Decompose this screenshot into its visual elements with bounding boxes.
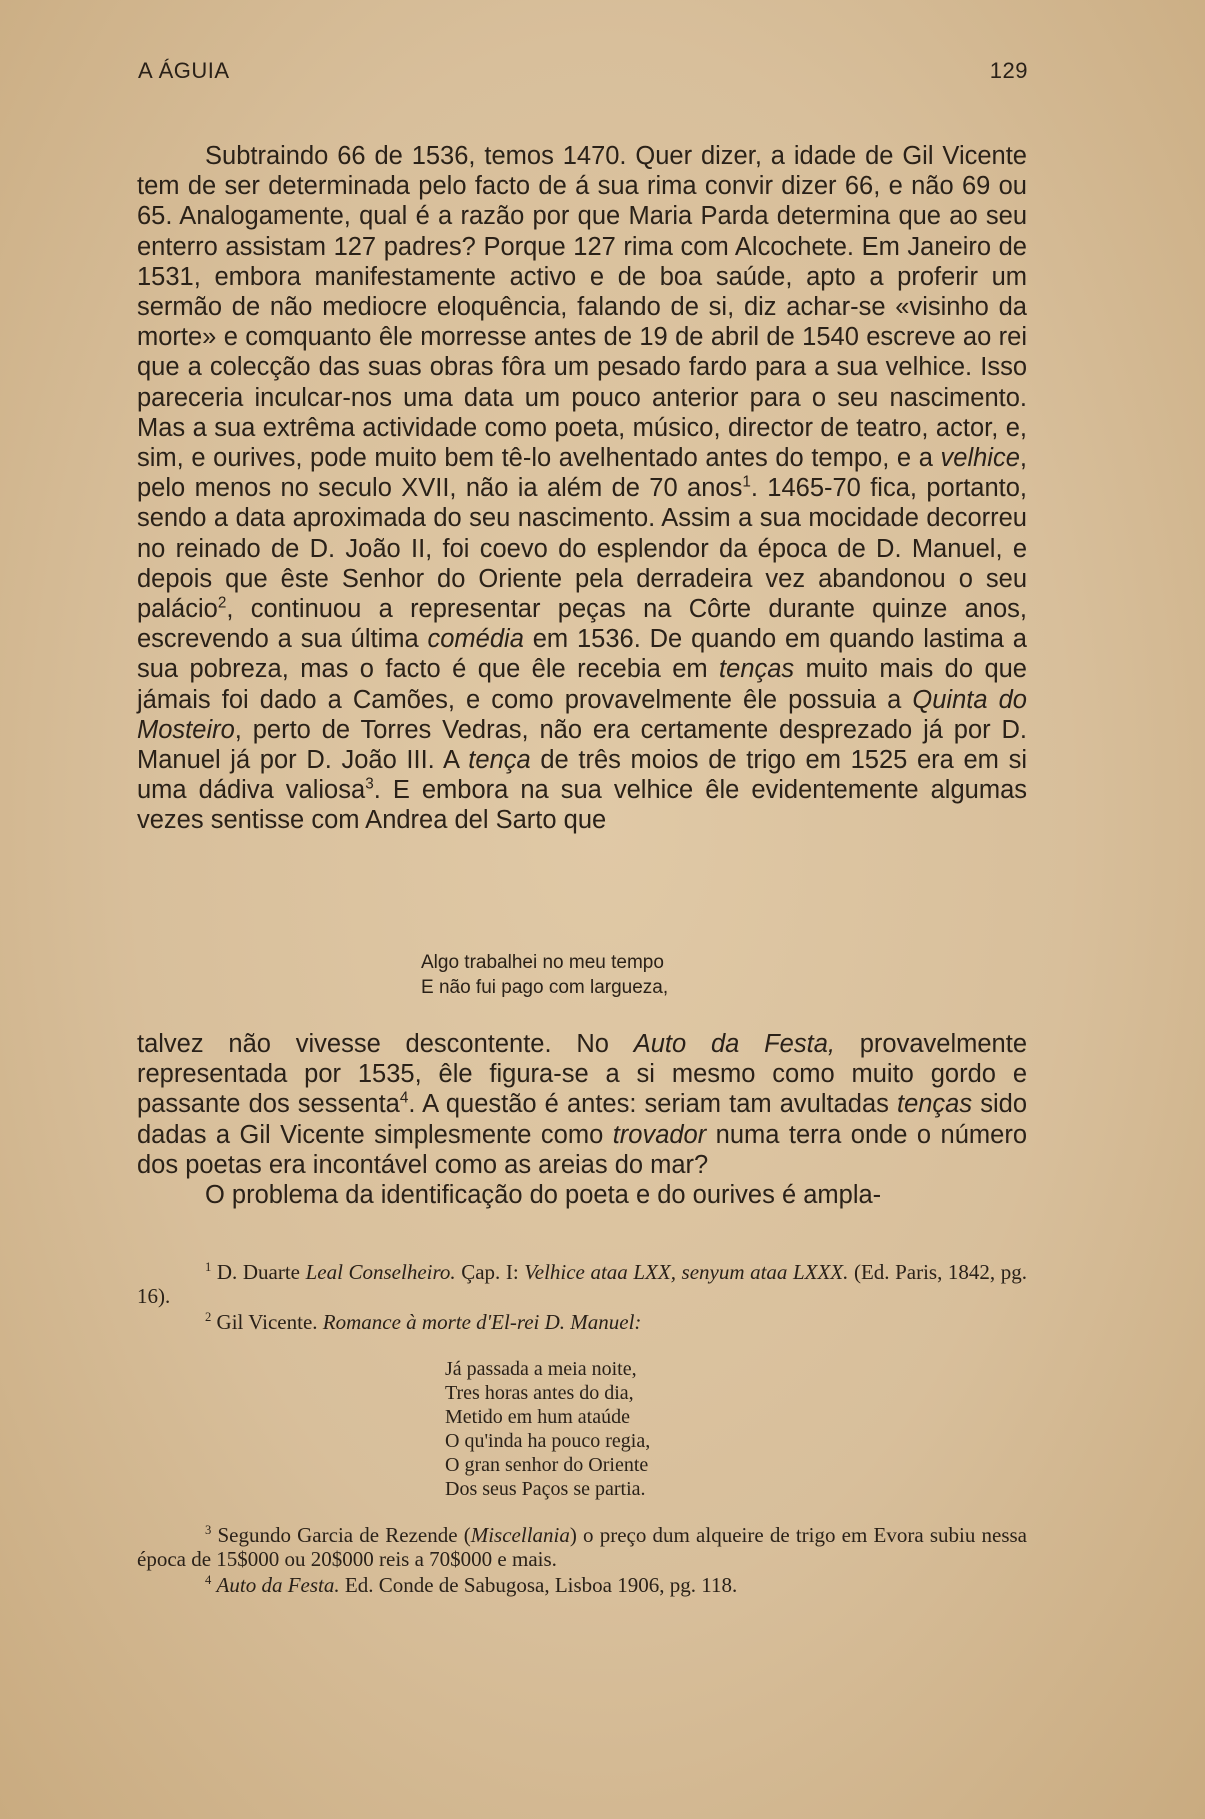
main-paragraph-1: [137, 141, 1027, 836]
text-run: Çap. I:: [455, 1260, 525, 1284]
italic-title: Miscellania: [470, 1523, 570, 1547]
footnote-3: [137, 1523, 1027, 1571]
footnote-number: 2: [205, 1310, 212, 1324]
text-run: (Ed. Paris, 1842, pg. 16).: [137, 1260, 1028, 1308]
text-run: ) o preço dum alqueire de trigo em Evora subiu nessa época de 15$000 ou 20$000 reis a 70$000 e mais.: [137, 1523, 1027, 1571]
text-run: D. Duarte: [211, 1260, 306, 1284]
text-run: em 1536. De quando em quando lastima a sua pobreza, mas o facto é que êle recebia em: [137, 625, 1027, 684]
text-run: Ed. Conde de Sabugosa, Lisboa 1906, pg. 118.: [339, 1573, 738, 1597]
paragraph: [137, 141, 1027, 836]
verse-line: Tres horas antes do dia,: [445, 1382, 634, 1404]
footnote-ref: 3: [365, 775, 374, 793]
paragraph: [137, 1029, 1027, 1180]
verse-line: Dos seus Paços se partia.: [445, 1478, 646, 1500]
text-run: . E embora na sua velhice êle evidentemente algumas vezes sentisse com Andrea del Sarto que: [137, 776, 1028, 835]
text-run: numa terra onde o número dos poetas era incontável como as areias do mar?: [137, 1120, 1027, 1179]
text-run: de três moios de trigo em 1525 era em si uma dádiva valiosa: [137, 746, 1027, 805]
italic-word: trovador: [612, 1120, 707, 1149]
verse-quote: [421, 950, 668, 1000]
text-run: talvez não vivesse descontente. No: [137, 1030, 634, 1058]
text-run: . A questão é antes: seriam tam avultadas: [408, 1090, 897, 1119]
text-run: Subtraindo 66 de 1536, temos 1470. Quer dizer, a idade de Gil Vicente tem de ser determinada pelo facto de á sua rima convir dizer 66, e não 69 ou 65. Analogamente, qual é a razão por que Maria Parda determina que ao seu enterro assistam 127 padres? Porque 127 rima com Alcochete. Em Janeiro de 1531, embora manifestamente activo e de boa saúde, apto a proferir um sermão de não mediocre eloquência, falando de si, diz achar-se «visinho da morte» e comquanto êle morresse antes de 19 de abril de 1540 escreve ao rei que a colecção das suas obras fôra um pesado fardo para a sua velhice. Isso pareceria inculcar-nos uma data um pouco anterior para o seu nascimento. Mas a sua extrêma actividade como poeta, músico, director de teatro, actor, e, sim, e ourives, pode muito bem tê-lo avelhentado antes do tempo, e a: [137, 142, 1027, 473]
text-run: . 1465-70 fica, portanto, sendo a data aproximada do seu nascimento. Assim a sua mocidade decorreu no reinado de D. João II, foi coevo do esplendor da época de D. Manuel, e depois que êste Senhor do Oriente pela derradeira vez abandonou o seu palácio: [137, 474, 1027, 624]
italic-quote: Velhice ataa LXX, senyum ataa LXXX.: [524, 1260, 849, 1284]
text-run: Segundo Garcia de Rezende (: [211, 1523, 471, 1547]
footnote-ref: 4: [399, 1089, 409, 1107]
verse-line: O qu'inda ha pouco regia,: [445, 1430, 651, 1452]
footnote-2: [137, 1310, 1027, 1334]
italic-word: comédia: [427, 625, 524, 654]
text-run: , perto de Torres Vedras, não era certamente desprezado já por D. Manuel já por D. João III. A: [137, 715, 1027, 775]
verse-line: Algo trabalhei no meu tempo: [421, 952, 664, 973]
text-run: muito mais do que jámais foi dado a Camões, e como provavelmente êle possuia a: [137, 655, 1027, 714]
verse-line: Metido em hum ataúde: [445, 1406, 630, 1428]
paragraph: [137, 1180, 1027, 1210]
footnote-ref: 2: [217, 594, 227, 612]
text-run: provavelmente representada por 1535, êle figura-se a si mesmo como muito gordo e passante dos sessenta: [137, 1030, 1028, 1119]
footnote-number: 3: [205, 1523, 212, 1537]
footnote-number: 1: [205, 1260, 212, 1274]
italic-title: Romance à morte d'El-rei D. Manuel:: [322, 1310, 642, 1334]
italic-word: tenças: [719, 655, 795, 684]
text-run: O problema da identificação do poeta e do ourives é ampla-: [205, 1181, 882, 1210]
main-paragraph-2: [137, 1029, 1027, 1210]
italic-title: Leal Conselheiro.: [305, 1260, 456, 1284]
text-run: sido dadas a Gil Vicente simplesmente como: [137, 1090, 1027, 1149]
italic-word: velhice: [940, 444, 1020, 473]
footnote-ref: 1: [742, 473, 751, 491]
footnote-number: 4: [205, 1573, 212, 1587]
text-run: Gil Vicente.: [211, 1310, 323, 1334]
verse-line: E não fui pago com largueza,: [421, 977, 669, 998]
italic-word: Quinta do Mosteiro: [137, 685, 1027, 744]
verse-line: Já passada a meia noite,: [445, 1358, 637, 1380]
page-number: 129: [989, 58, 1028, 83]
italic-title: Auto da Festa.: [216, 1573, 340, 1597]
text-run: , pelo menos no seculo XVII, não ia além de 70 anos: [137, 444, 1027, 503]
text-run: , continuou a representar peças na Côrte durante quinze anos, escrevendo a sua última: [137, 595, 1027, 654]
verse-line: O gran senhor do Oriente: [445, 1454, 649, 1476]
italic-word: tença: [468, 746, 531, 775]
footnote-4: [137, 1573, 1027, 1597]
journal-title: A ÁGUIA: [138, 58, 230, 83]
footnote-1: [137, 1260, 1027, 1308]
italic-word: tenças: [896, 1090, 973, 1119]
footnote-verse: [445, 1357, 650, 1501]
italic-word: Auto da Festa,: [633, 1030, 835, 1058]
running-header: [138, 58, 1028, 84]
